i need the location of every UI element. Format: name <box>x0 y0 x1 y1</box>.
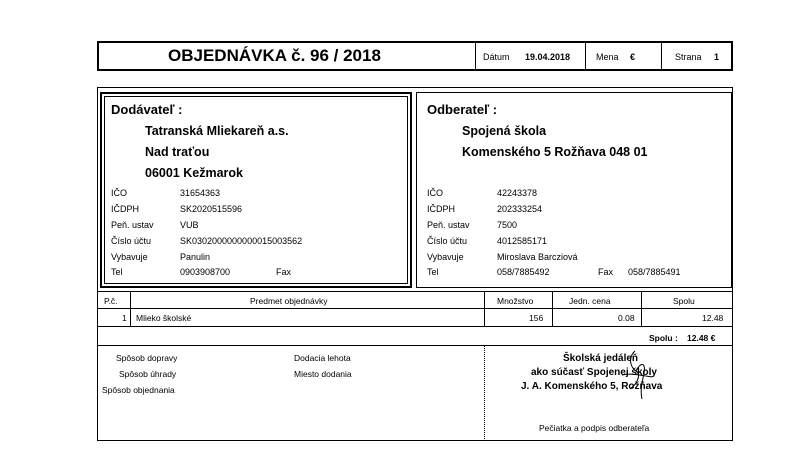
customer-icdph-value: 202333254 <box>497 204 543 214</box>
stamp-line-1: Školská jedáleň <box>563 353 639 364</box>
supplier-tel-label: Tel <box>111 267 123 277</box>
supplier-street: Nad traťou <box>145 145 210 159</box>
signature <box>600 345 680 405</box>
divider <box>585 43 586 69</box>
col-header-num: P.č. <box>104 296 118 306</box>
currency-label: Mena <box>596 52 619 62</box>
col-header-qty: Množstvo <box>497 296 534 306</box>
supplier-city: 06001 Kežmarok <box>145 166 243 180</box>
supplier-icdph-value: SK2020515596 <box>180 204 243 214</box>
sum-value: 12.48 € <box>687 333 716 343</box>
customer-ico-value: 42243378 <box>497 188 538 198</box>
row-num: 1 <box>122 313 127 323</box>
currency-value: € <box>630 52 636 62</box>
sum-label: Spolu : <box>649 333 678 343</box>
col-header-item: Predmet objednávky <box>250 296 328 306</box>
divider <box>552 291 553 326</box>
customer-contact-label: Vybavuje <box>427 252 464 262</box>
date-value: 19.04.2018 <box>525 52 571 62</box>
supplier-bank-value: VUB <box>180 220 199 230</box>
supplier-heading: Dodávateľ : <box>111 102 183 117</box>
supplier-name: Tatranská Mliekareň a.s. <box>145 124 289 138</box>
stamp-line-2: ako súčasť Spojenej školy <box>531 367 657 378</box>
divider <box>475 43 476 69</box>
customer-address: Komenského 5 Rožňava 048 01 <box>462 145 648 159</box>
transport-label: Spôsob dopravy <box>116 353 178 363</box>
customer-tel-value: 058/7885492 <box>497 267 550 277</box>
document-title: OBJEDNÁVKA č. 96 / 2018 <box>168 46 381 65</box>
supplier-ico-value: 31654363 <box>180 188 221 198</box>
customer-tel-label: Tel <box>427 267 439 277</box>
divider <box>484 345 485 441</box>
supplier-icdph-label: IČDPH <box>111 204 140 214</box>
row-qty: 156 <box>529 313 544 323</box>
customer-fax-value: 058/7885491 <box>628 267 681 277</box>
order-method-label: Spôsob objednania <box>102 385 175 395</box>
supplier-ico-label: IČO <box>111 188 128 198</box>
stamp-line-3: J. A. Komenského 5, Rožňava <box>521 381 663 392</box>
customer-account-label: Číslo účtu <box>427 236 468 246</box>
date-label: Dátum <box>483 52 510 62</box>
divider <box>130 291 131 326</box>
row-total: 12.48 <box>702 313 724 323</box>
customer-heading: Odberateľ : <box>427 102 498 117</box>
divider <box>661 43 662 69</box>
row-unit-price: 0.08 <box>618 313 635 323</box>
delivery-term-label: Dodacia lehota <box>294 353 351 363</box>
supplier-account-value: SK0302000000000015003562 <box>180 236 303 246</box>
supplier-bank-label: Peň. ustav <box>111 220 154 230</box>
row-item: Mlieko školské <box>136 313 192 323</box>
supplier-account-label: Číslo účtu <box>111 236 152 246</box>
supplier-contact-label: Vybavuje <box>111 252 148 262</box>
customer-bank-value: 7500 <box>497 220 518 230</box>
supplier-fax-label: Fax <box>276 267 292 277</box>
table-row-bottom <box>97 326 733 327</box>
supplier-tel-value: 0903908700 <box>180 267 231 277</box>
customer-name: Spojená škola <box>462 124 547 138</box>
page-value: 1 <box>714 52 720 62</box>
divider <box>641 291 642 326</box>
supplier-contact-value: Panulin <box>180 252 211 262</box>
customer-contact-value: Miroslava Barcziová <box>497 252 578 262</box>
customer-fax-label: Fax <box>598 267 614 277</box>
customer-bank-label: Peň. ustav <box>427 220 470 230</box>
customer-account-value: 4012585171 <box>497 236 548 246</box>
customer-ico-label: IČO <box>427 188 444 198</box>
signature-label: Pečiatka a podpis odberateľa <box>539 423 650 433</box>
divider <box>484 291 485 326</box>
page-label: Strana <box>675 52 702 62</box>
table-header-bottom <box>97 308 733 309</box>
delivery-place-label: Miesto dodania <box>294 369 352 379</box>
table-top-border <box>97 291 733 292</box>
customer-icdph-label: IČDPH <box>427 204 456 214</box>
payment-label: Spôsob úhrady <box>119 369 177 379</box>
col-header-total: Spolu <box>673 296 695 306</box>
col-header-unit-price: Jedn. cena <box>569 296 611 306</box>
